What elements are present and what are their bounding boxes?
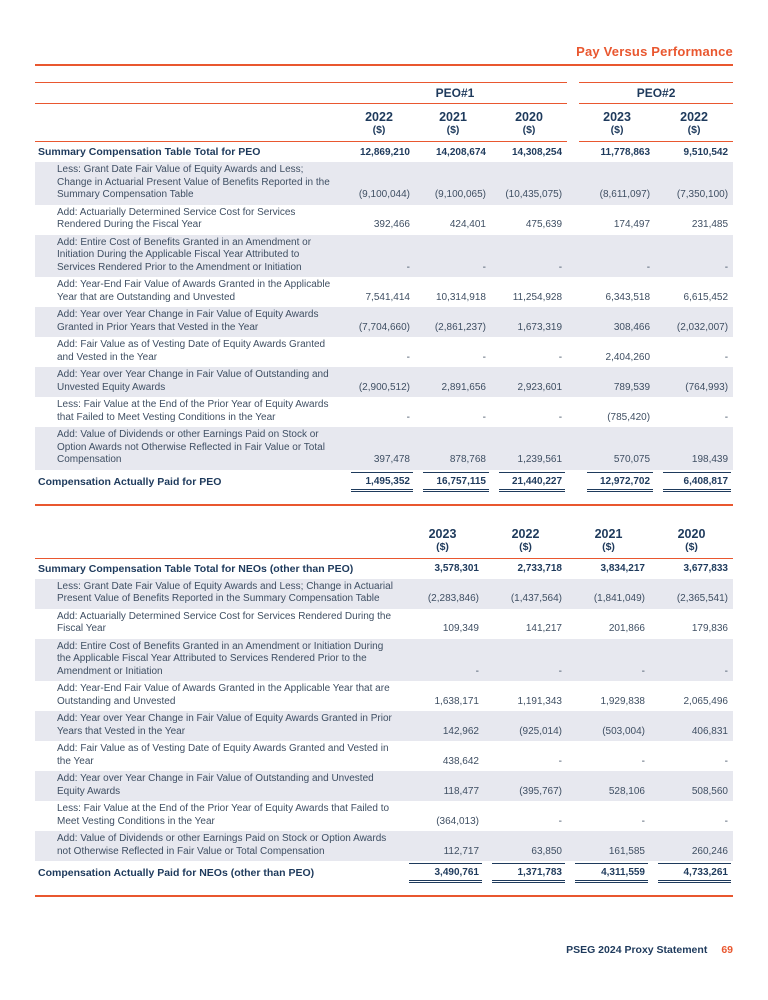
value-cell: 109,349: [442, 623, 479, 634]
value-cell: 397,478: [343, 427, 415, 470]
value-cell: 118,477: [401, 771, 484, 801]
total-value-cell: [655, 470, 733, 494]
year-header-row: [35, 521, 733, 559]
value-cell: -: [650, 639, 733, 682]
year-header-spacer: [35, 521, 401, 559]
value-cell: -: [558, 815, 562, 827]
value-cell: (7,704,660): [343, 307, 415, 337]
table-row: [35, 681, 733, 711]
row-label: Add: Value of Dividends or other Earnings Paid on Stock or Option Awards not Otherwise Reflected in Fair Value or Total Compensation: [35, 831, 401, 861]
gap-cell: [567, 142, 579, 163]
value-cell: 142,962: [401, 711, 484, 741]
group-gap: [567, 83, 579, 104]
value-cell: (1,841,049): [567, 579, 650, 609]
footer-document-title: PSEG 2024 Proxy Statement: [566, 944, 708, 956]
year-column-header: [343, 104, 415, 142]
row-label: Summary Compensation Table Total for NEOs (other than PEO): [38, 562, 354, 575]
value-cell: (764,993): [655, 367, 733, 397]
year-label: 2022: [680, 110, 708, 124]
page-footer: [566, 944, 733, 956]
table-row: [35, 558, 733, 579]
total-value: 4,311,559: [575, 863, 648, 883]
value-cell: -: [558, 411, 563, 423]
value-cell: 528,106: [567, 771, 650, 801]
total-value: 3,490,761: [409, 863, 482, 883]
year-column-header: [567, 521, 650, 559]
total-value: 6,408,817: [663, 472, 731, 492]
total-value: 21,440,227: [499, 472, 565, 492]
group-header-peo1: PEO#1: [343, 83, 567, 104]
row-label: Less: Fair Value at the End of the Prior Year of Equity Awards that Failed to Meet Vesting Conditions in the Year: [57, 803, 390, 827]
value-cell: 308,466: [579, 307, 655, 337]
value-cell: 10,314,918: [435, 291, 486, 303]
total-value-cell: [484, 861, 567, 885]
group-header-row: [35, 83, 733, 104]
unit-label: ($): [436, 540, 449, 553]
value-cell: 475,639: [525, 219, 563, 230]
value-cell: -: [724, 755, 728, 767]
value-cell: -: [641, 815, 645, 827]
value-cell: 424,401: [449, 219, 486, 230]
year-header-row: [35, 104, 733, 142]
value-cell: 406,831: [650, 711, 733, 741]
gap-cell: [567, 162, 579, 205]
value-cell: (7,350,100): [655, 162, 733, 205]
value-cell: -: [724, 351, 729, 363]
row-label: Add: Fair Value as of Vesting Date of Equity Awards Granted and Vested in the Year: [57, 339, 326, 363]
value-cell: -: [482, 351, 486, 363]
value-cell: -: [558, 755, 562, 767]
table-row: [35, 142, 733, 163]
value-cell: 392,466: [373, 219, 410, 230]
gap-cell: [567, 367, 579, 397]
table-bottom-rule: [35, 895, 733, 897]
value-cell: 1,638,171: [434, 695, 479, 707]
value-cell: -: [579, 235, 655, 278]
value-cell: (9,100,044): [343, 162, 415, 205]
unit-label: ($): [372, 124, 386, 136]
table-row: [35, 801, 733, 831]
year-column-header: [655, 104, 733, 142]
value-cell: -: [401, 639, 484, 682]
total-row-label: Compensation Actually Paid for NEOs (other than PEO): [38, 867, 315, 879]
value-cell: (503,004): [567, 711, 650, 741]
value-cell: 2,923,601: [491, 367, 567, 397]
value-cell: 9,510,542: [683, 146, 729, 158]
table-row: [35, 277, 733, 307]
gap-cell: [567, 235, 579, 278]
row-label: Add: Year-End Fair Value of Awards Granted in the Applicable Year that are Outstanding and Unvested: [57, 683, 390, 707]
value-cell: 231,485: [691, 219, 729, 230]
year-label: 2020: [515, 110, 543, 124]
group-header-peo2: PEO#2: [579, 83, 733, 104]
row-label: Add: Value of Dividends or other Earnings Paid on Stock or Option Awards not Otherwise Reflected in Fair Value or Total Compensation: [35, 427, 343, 470]
value-cell: -: [567, 639, 650, 682]
row-label: Less: Grant Date Fair Value of Equity Awards and Less; Change in Actuarial Present Value of Benefits Reported in the Summary Compensation Table: [35, 579, 401, 609]
value-cell: 2,733,718: [517, 563, 562, 574]
unit-label: ($): [519, 540, 532, 553]
year-column-header: [579, 104, 655, 142]
value-cell: 1,673,319: [491, 307, 567, 337]
table-row: [35, 337, 733, 367]
row-label: Add: Actuarially Determined Service Cost for Services Rendered During the Fiscal Year: [57, 610, 392, 634]
year-label: 2021: [594, 526, 623, 541]
peo-compensation-table: [35, 82, 733, 494]
total-value-cell: [491, 470, 567, 494]
value-cell: (2,900,512): [343, 367, 415, 397]
value-cell: -: [482, 411, 486, 423]
row-label: Add: Year over Year Change in Fair Value of Outstanding and Unvested Equity Awards: [35, 367, 343, 397]
value-cell: 198,439: [655, 427, 733, 470]
total-value-cell: [650, 861, 733, 885]
year-header-spacer: [35, 104, 343, 142]
title-divider: [35, 64, 733, 66]
year-label: 2022: [511, 526, 540, 541]
value-cell: 1,191,343: [517, 695, 562, 707]
value-cell: 7,541,414: [365, 291, 410, 303]
total-value: 4,733,261: [658, 863, 731, 883]
value-cell: 1,929,838: [600, 695, 645, 707]
year-label: 2022: [365, 110, 393, 124]
value-cell: 878,768: [415, 427, 491, 470]
gap-cell: [567, 470, 579, 494]
value-cell: 6,343,518: [605, 291, 651, 303]
total-value: 1,371,783: [492, 863, 565, 883]
group-header-spacer: [35, 83, 343, 104]
value-cell: (2,365,541): [650, 579, 733, 609]
table-row: [35, 397, 733, 427]
gap-cell: [567, 337, 579, 367]
unit-label: ($): [687, 124, 701, 136]
value-cell: (395,767): [484, 771, 567, 801]
value-cell: 6,615,452: [683, 291, 729, 303]
value-cell: (9,100,065): [415, 162, 491, 205]
year-label: 2020: [677, 526, 706, 541]
year-label: 2023: [428, 526, 457, 541]
table-row: [35, 162, 733, 205]
value-cell: 141,217: [525, 623, 562, 634]
table-row: [35, 579, 733, 609]
footer-page-number: 69: [721, 944, 733, 956]
value-cell: (785,420): [607, 411, 651, 423]
value-cell: (8,611,097): [579, 162, 655, 205]
value-cell: -: [641, 755, 645, 767]
value-cell: -: [343, 235, 415, 278]
value-cell: 174,497: [613, 219, 651, 230]
row-label: Add: Fair Value as of Vesting Date of Equity Awards Granted and Vested in the Year: [57, 743, 389, 767]
row-label: Add: Entire Cost of Benefits Granted in an Amendment or Initiation During the Applicable Fiscal Year Attributed to Services Rendered Prior to the Amendment or Initiation: [35, 235, 343, 278]
table-row: [35, 609, 733, 639]
table-bottom-rule: [35, 504, 733, 506]
value-cell: 3,834,217: [600, 563, 645, 574]
value-cell: 3,677,833: [683, 563, 728, 574]
value-cell: 12,869,210: [359, 146, 410, 158]
value-cell: (2,283,846): [401, 579, 484, 609]
value-cell: -: [724, 411, 729, 423]
value-cell: 2,891,656: [415, 367, 491, 397]
total-value-cell: [579, 470, 655, 494]
unit-label: ($): [522, 124, 536, 136]
value-cell: 14,308,254: [511, 146, 563, 158]
year-label: 2021: [439, 110, 467, 124]
value-cell: 438,642: [442, 755, 479, 767]
gap-cell: [567, 427, 579, 470]
value-cell: 2,404,260: [605, 351, 651, 363]
value-cell: -: [655, 235, 733, 278]
row-label: Add: Year-End Fair Value of Awards Granted in the Applicable Year that are Outstanding and Unvested: [57, 279, 331, 303]
row-label: Less: Grant Date Fair Value of Equity Awards and Less; Change in Actuarial Present Value of Benefits Reported in the Summary Compensation Table: [35, 162, 343, 205]
table-row: [35, 711, 733, 741]
value-cell: 63,850: [484, 831, 567, 861]
total-value: 1,495,352: [351, 472, 413, 492]
total-value: 12,972,702: [587, 472, 653, 492]
value-cell: 11,778,863: [600, 146, 651, 158]
table-row: [35, 771, 733, 801]
table-row: [35, 235, 733, 278]
unit-label: ($): [610, 124, 624, 136]
gap-cell: [567, 397, 579, 427]
row-label: Add: Year over Year Change in Fair Value of Outstanding and Unvested Equity Awards: [35, 771, 401, 801]
unit-label: ($): [602, 540, 615, 553]
year-column-header: [484, 521, 567, 559]
table-row: [35, 367, 733, 397]
value-cell: 3,578,301: [434, 563, 479, 574]
value-cell: (925,014): [484, 711, 567, 741]
unit-label: ($): [446, 124, 460, 136]
value-cell: -: [558, 351, 563, 363]
value-cell: 260,246: [650, 831, 733, 861]
total-value-cell: [567, 861, 650, 885]
value-cell: 161,585: [567, 831, 650, 861]
value-cell: 201,866: [608, 623, 645, 634]
value-cell: (2,032,007): [655, 307, 733, 337]
gap-cell: [567, 277, 579, 307]
total-value: 16,757,115: [423, 472, 489, 492]
year-column-header: [491, 104, 567, 142]
value-cell: (2,861,237): [415, 307, 491, 337]
page-title: Pay Versus Performance: [576, 44, 733, 59]
gap-cell: [567, 307, 579, 337]
row-label: Less: Fair Value at the End of the Prior Year of Equity Awards that Failed to Meet Vesting Conditions in the Year: [57, 399, 329, 423]
total-row-label: Compensation Actually Paid for PEO: [38, 475, 222, 488]
value-cell: -: [406, 411, 410, 423]
value-cell: -: [491, 235, 567, 278]
row-label: Add: Actuarially Determined Service Cost for Services Rendered During the Fiscal Year: [57, 206, 296, 230]
row-label: Add: Year over Year Change in Fair Value of Equity Awards Granted in Prior Years that Vested in the Year: [35, 711, 401, 741]
value-cell: (10,435,075): [491, 162, 567, 205]
table-row: [35, 427, 733, 470]
group-gap: [567, 104, 579, 142]
year-column-header: [650, 521, 733, 559]
value-cell: (1,437,564): [484, 579, 567, 609]
table-row: [35, 307, 733, 337]
unit-label: ($): [685, 540, 698, 553]
gap-cell: [567, 205, 579, 235]
total-value-cell: [343, 470, 415, 494]
value-cell: (364,013): [436, 815, 479, 827]
table-row: [35, 741, 733, 771]
total-value-cell: [415, 470, 491, 494]
value-cell: 789,539: [579, 367, 655, 397]
value-cell: -: [484, 639, 567, 682]
value-cell: 11,254,928: [512, 291, 563, 303]
row-label: Add: Entire Cost of Benefits Granted in an Amendment or Initiation During the Applicable Fiscal Year Attributed to Services Rendered Prior to the Amendment or Initiation: [35, 639, 401, 682]
table-row: [35, 639, 733, 682]
value-cell: 179,836: [691, 623, 728, 634]
year-column-header: [401, 521, 484, 559]
year-column-header: [415, 104, 491, 142]
value-cell: -: [406, 351, 410, 363]
neo-compensation-table: [35, 521, 733, 886]
value-cell: 112,717: [401, 831, 484, 861]
year-label: 2023: [603, 110, 631, 124]
total-row: [35, 861, 733, 885]
value-cell: 2,065,496: [683, 695, 728, 707]
value-cell: 570,075: [579, 427, 655, 470]
table-row: [35, 831, 733, 861]
table-row: [35, 205, 733, 235]
value-cell: 508,560: [650, 771, 733, 801]
value-cell: -: [415, 235, 491, 278]
value-cell: 14,208,674: [435, 146, 486, 158]
value-cell: 1,239,561: [491, 427, 567, 470]
row-label: Summary Compensation Table Total for PEO: [38, 146, 261, 158]
total-value-cell: [401, 861, 484, 885]
value-cell: -: [724, 815, 728, 827]
total-row: [35, 470, 733, 494]
row-label: Add: Year over Year Change in Fair Value of Equity Awards Granted in Prior Years that Vested in the Year: [35, 307, 343, 337]
